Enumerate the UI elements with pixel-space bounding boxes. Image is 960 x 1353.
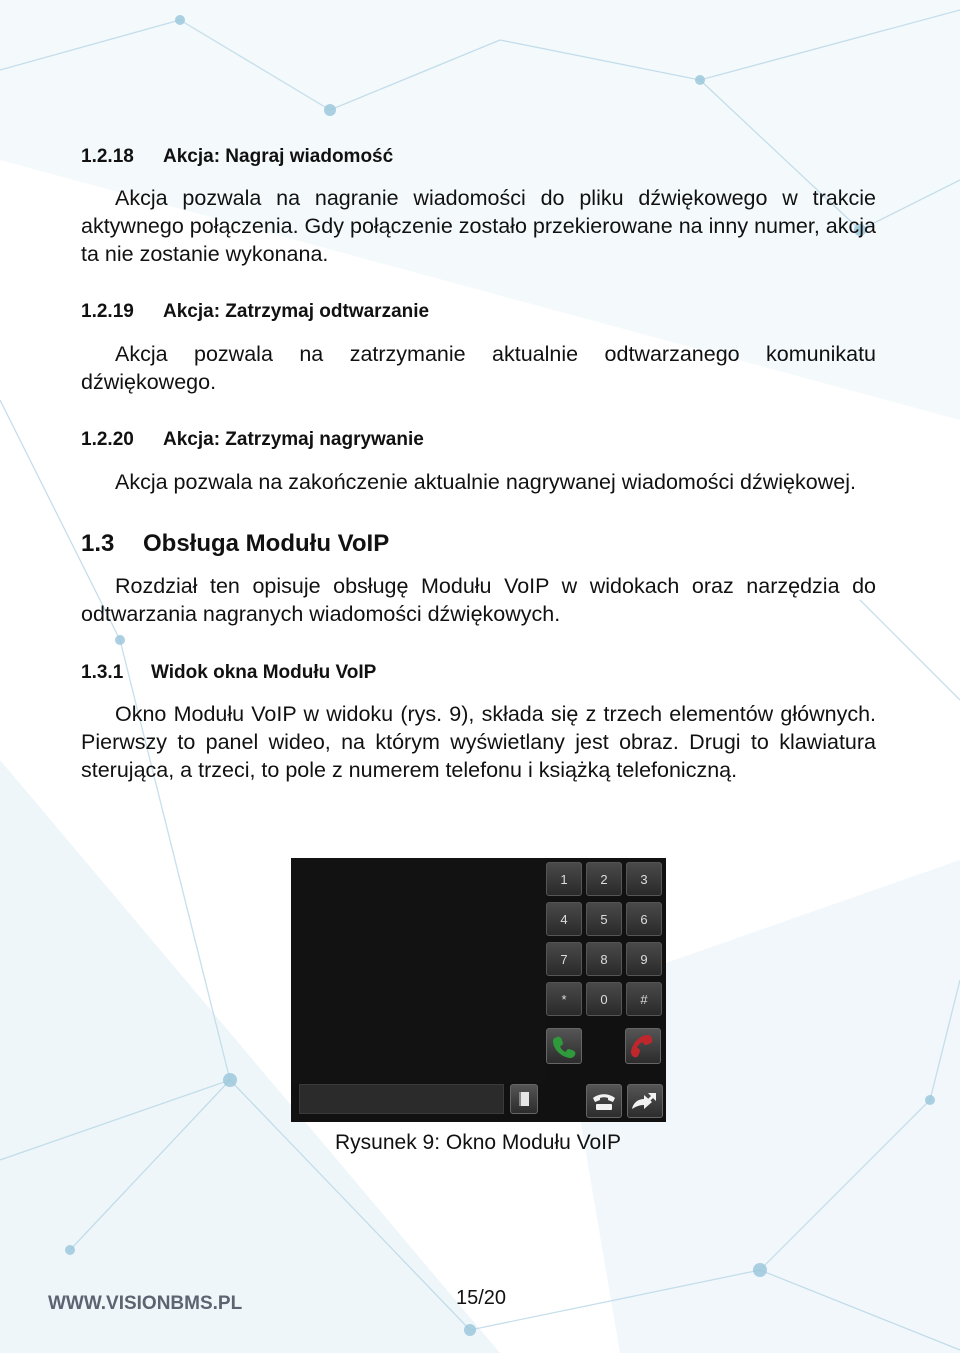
phone-green-icon [547, 1029, 581, 1063]
phonebook-button[interactable] [510, 1084, 538, 1114]
paragraph-1-3-1: Okno Modułu VoIP w widoku (rys. 9), składa się z trzech elementów głównych. Pierwszy to panel wideo, na którym wyświetlany jest obraz. Drugi to klawiatura sterująca, a trzeci, to pole z numerem telefonu i książką telefoniczną. [81, 702, 876, 782]
keypad-key-7[interactable]: 7 [546, 942, 582, 976]
section-heading-1-3-1 [81, 662, 376, 684]
keypad-key-4[interactable]: 4 [546, 902, 582, 936]
section-number: 1.3.1 [81, 662, 124, 683]
section-heading-1-2-20 [81, 429, 424, 451]
keypad-key-6[interactable]: 6 [626, 902, 662, 936]
paragraph-1-3: Rozdział ten opisuje obsługę Modułu VoIP w widokach oraz narzędzia do odtwarzania nagranych wiadomości dźwiękowych. [81, 574, 876, 626]
figure-caption: Rysunek 9: Okno Modułu VoIP [335, 1131, 621, 1154]
keypad-key-3[interactable]: 3 [626, 862, 662, 896]
keypad-key-8[interactable]: 8 [586, 942, 622, 976]
paragraph-1-2-20: Akcja pozwala na zakończenie aktualnie nagrywanej wiadomości dźwiękowej. [115, 470, 856, 494]
section-title: Obsługa Modułu VoIP [143, 530, 390, 557]
keypad-key-hash[interactable]: # [626, 982, 662, 1016]
section-number: 1.2.20 [81, 429, 134, 450]
keypad-key-9[interactable]: 9 [626, 942, 662, 976]
keypad-key-1[interactable]: 1 [546, 862, 582, 896]
section-number: 1.2.18 [81, 146, 134, 167]
section-heading-1-2-18 [81, 146, 393, 168]
paragraph-1-2-19: Akcja pozwala na zatrzymanie aktualnie odtwarzanego komunikatu dźwiękowego. [81, 342, 876, 394]
phonebook-icon [511, 1085, 537, 1113]
call-button[interactable] [546, 1028, 582, 1064]
keypad-key-0[interactable]: 0 [586, 982, 622, 1016]
phone-red-icon [626, 1029, 660, 1063]
keypad-key-star[interactable]: * [546, 982, 582, 1016]
voip-module-window [291, 858, 666, 1122]
section-title: Widok okna Modułu VoIP [151, 662, 377, 683]
handset-button[interactable] [586, 1084, 622, 1118]
paragraph-1-2-18: Akcja pozwala na nagranie wiadomości do pliku dźwiękowego w trakcie aktywnego połączenia. Gdy połączenie zostało przekierowane na inny numer, akcja ta nie zostanie wykonana. [81, 186, 876, 266]
section-number: 1.2.19 [81, 301, 134, 322]
section-title: Akcja: Zatrzymaj odtwarzanie [163, 301, 430, 322]
hangup-button[interactable] [625, 1028, 661, 1064]
section-title: Akcja: Zatrzymaj nagrywanie [163, 429, 424, 450]
page-number: 15/20 [455, 1287, 507, 1309]
call-transfer-button[interactable] [627, 1084, 663, 1118]
handset-icon [587, 1085, 621, 1117]
keypad-key-2[interactable]: 2 [586, 862, 622, 896]
section-heading-1-2-19 [81, 301, 429, 323]
section-number: 1.3 [81, 530, 115, 557]
section-title: Akcja: Nagraj wiadomość [163, 146, 394, 167]
call-transfer-icon [628, 1085, 662, 1117]
website-logo: WWW.VISIONBMS.PL [48, 1293, 243, 1314]
keypad-key-5[interactable]: 5 [586, 902, 622, 936]
video-panel [291, 858, 546, 1083]
section-heading-1-3 [81, 530, 389, 558]
phone-number-field[interactable] [299, 1084, 504, 1114]
